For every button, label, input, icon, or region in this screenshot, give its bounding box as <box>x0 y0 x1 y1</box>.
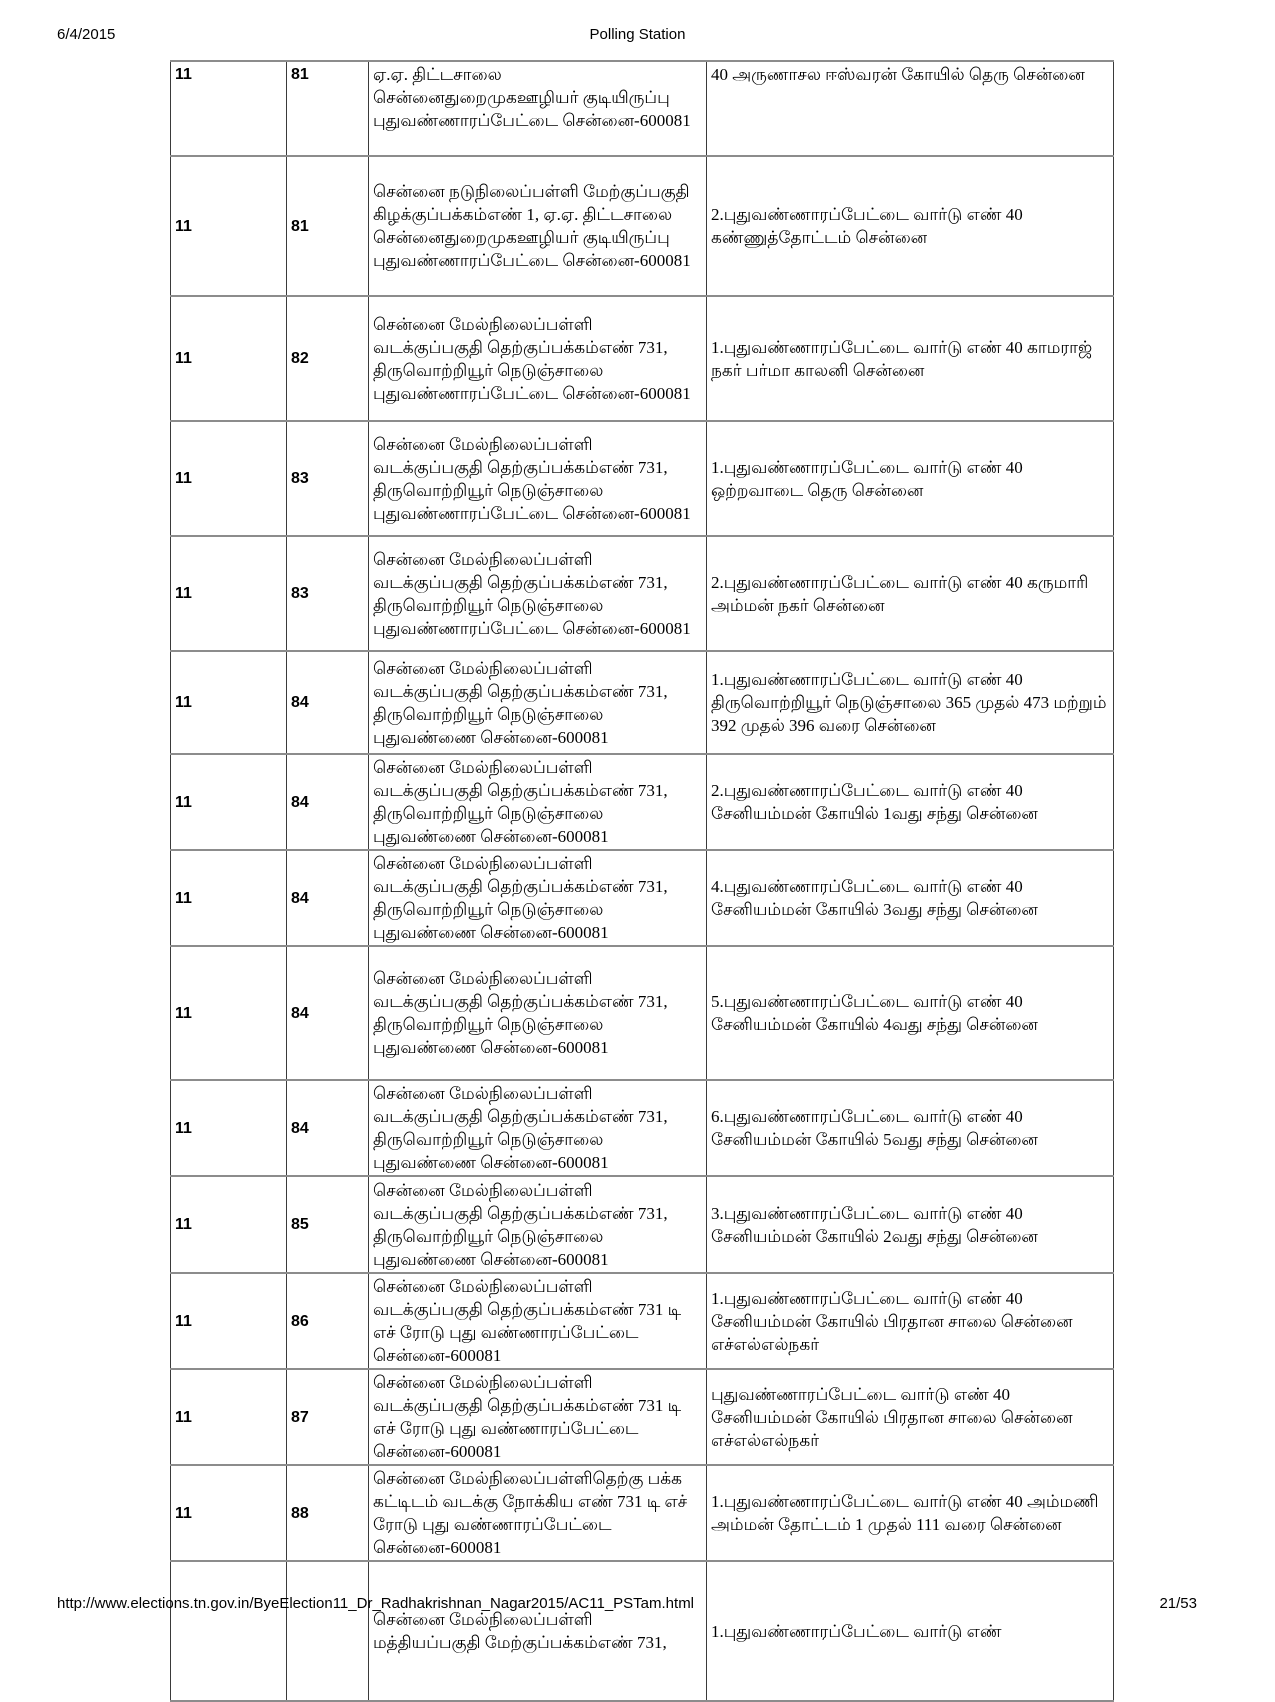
polling-station-location-cell: சென்னை மேல்நிலைப்பள்ளி வடக்குப்பகுதி தெற்குப்பக்கம்எண் 731, திருவொற்றியூர் நெடுஞ்சாலை புதுவண்ணை சென்னை-600081 <box>369 651 707 754</box>
polling-area-cell: 2.புதுவண்ணாரப்பேட்டை வார்டு எண் 40 கருமாரி அம்மன் நகர் சென்னை <box>707 536 1114 651</box>
polling-station-number-cell: 87 <box>287 1369 369 1465</box>
page-title: Polling Station <box>589 26 686 43</box>
polling-station-number-cell: 85 <box>287 1176 369 1273</box>
table-row <box>171 1369 1114 1465</box>
polling-station-location-cell: ஏ.ஏ. திட்டசாலை சென்னைதுறைமுகஊழியர் குடியிருப்பு புதுவண்ணாரப்பேட்டை சென்னை-600081 <box>369 61 707 156</box>
polling-area-cell: 1.புதுவண்ணாரப்பேட்டை வார்டு எண் 40 திருவொற்றியூர் நெடுஞ்சாலை 365 முதல் 473 மற்றும் 392 முதல் 396 வரை சென்னை <box>707 651 1114 754</box>
constituency-number-cell: 11 <box>171 850 287 946</box>
constituency-number-cell: 11 <box>171 536 287 651</box>
polling-station-location-cell: சென்னை மேல்நிலைப்பள்ளி வடக்குப்பகுதி தெற்குப்பக்கம்எண் 731, திருவொற்றியூர் நெடுஞ்சாலை புதுவண்ணை சென்னை-600081 <box>369 1080 707 1176</box>
polling-area-cell: 40 அருணாசல ஈஸ்வரன் கோயில் தெரு சென்னை <box>707 61 1114 156</box>
table-row <box>171 946 1114 1080</box>
polling-station-location-cell: சென்னை மேல்நிலைப்பள்ளி வடக்குப்பகுதி தெற்குப்பக்கம்எண் 731, திருவொற்றியூர் நெடுஞ்சாலை புதுவண்ணாரப்பேட்டை சென்னை-600081 <box>369 296 707 421</box>
table-row <box>171 421 1114 536</box>
table-row <box>171 1561 1114 1701</box>
table-row <box>171 1176 1114 1273</box>
table-row <box>171 1273 1114 1369</box>
polling-station-number-cell: 86 <box>287 1273 369 1369</box>
constituency-number-cell: 11 <box>171 421 287 536</box>
constituency-number-cell: 11 <box>171 61 287 156</box>
table-row <box>171 850 1114 946</box>
polling-station-number-cell: 82 <box>287 296 369 421</box>
polling-station-number-cell: 84 <box>287 946 369 1080</box>
table-row <box>171 156 1114 296</box>
footer-page-number: 21/53 <box>1159 1595 1197 1612</box>
polling-station-number-cell: 84 <box>287 754 369 850</box>
polling-station-number-cell: 84 <box>287 651 369 754</box>
polling-station-number-cell: 81 <box>287 156 369 296</box>
table-row <box>171 296 1114 421</box>
constituency-number-cell: 11 <box>171 1465 287 1561</box>
constituency-number-cell: 11 <box>171 651 287 754</box>
polling-station-location-cell: சென்னை மேல்நிலைப்பள்ளி வடக்குப்பகுதி தெற்குப்பக்கம்எண் 731, திருவொற்றியூர் நெடுஞ்சாலை புதுவண்ணை சென்னை-600081 <box>369 1176 707 1273</box>
polling-area-cell: 6.புதுவண்ணாரப்பேட்டை வார்டு எண் 40 சேனியம்மன் கோயில் 5வது சந்து சென்னை <box>707 1080 1114 1176</box>
polling-area-cell: 4.புதுவண்ணாரப்பேட்டை வார்டு எண் 40 சேனியம்மன் கோயில் 3வது சந்து சென்னை <box>707 850 1114 946</box>
polling-station-number-cell: 81 <box>287 61 369 156</box>
polling-station-location-cell: சென்னை மேல்நிலைப்பள்ளி வடக்குப்பகுதி தெற்குப்பக்கம்எண் 731, திருவொற்றியூர் நெடுஞ்சாலை புதுவண்ணாரப்பேட்டை சென்னை-600081 <box>369 536 707 651</box>
polling-area-cell: 1.புதுவண்ணாரப்பேட்டை வார்டு எண் 40 சேனியம்மன் கோயில் பிரதான சாலை சென்னை எச்எல்எல்நகர் <box>707 1273 1114 1369</box>
polling-area-cell: புதுவண்ணாரப்பேட்டை வார்டு எண் 40 சேனியம்மன் கோயில் பிரதான சாலை சென்னை எச்எல்எல்நகர் <box>707 1369 1114 1465</box>
table-row <box>171 536 1114 651</box>
table-row <box>171 754 1114 850</box>
constituency-number-cell: 11 <box>171 946 287 1080</box>
polling-area-cell: 1.புதுவண்ணாரப்பேட்டை வார்டு எண் 40 ஒற்றவாடை தெரு சென்னை <box>707 421 1114 536</box>
constituency-number-cell: 11 <box>171 1176 287 1273</box>
constituency-number-cell: 11 <box>171 156 287 296</box>
polling-station-number-cell: 84 <box>287 850 369 946</box>
header-date: 6/4/2015 <box>57 26 116 43</box>
polling-station-location-cell: சென்னை மேல்நிலைப்பள்ளி வடக்குப்பகுதி தெற்குப்பக்கம்எண் 731, திருவொற்றியூர் நெடுஞ்சாலை புதுவண்ணை சென்னை-600081 <box>369 946 707 1080</box>
polling-area-cell: 5.புதுவண்ணாரப்பேட்டை வார்டு எண் 40 சேனியம்மன் கோயில் 4வது சந்து சென்னை <box>707 946 1114 1080</box>
polling-station-location-cell: சென்னை மேல்நிலைப்பள்ளிதெற்கு பக்க கட்டிடம் வடக்கு நோக்கிய எண் 731 டி எச் ரோடு புது வண்ணாரப்பேட்டை சென்னை-600081 <box>369 1465 707 1561</box>
footer-url: http://www.elections.tn.gov.in/ByeElection11_Dr_Radhakrishnan_Nagar2015/AC11_PSTam.html <box>57 1595 695 1612</box>
table-row <box>171 1080 1114 1176</box>
constituency-number-cell <box>171 1561 287 1701</box>
constituency-number-cell: 11 <box>171 1080 287 1176</box>
polling-station-location-cell: சென்னை மேல்நிலைப்பள்ளி வடக்குப்பகுதி தெற்குப்பக்கம்எண் 731, திருவொற்றியூர் நெடுஞ்சாலை புதுவண்ணாரப்பேட்டை சென்னை-600081 <box>369 421 707 536</box>
polling-station-number-cell: 83 <box>287 536 369 651</box>
polling-station-number-cell: 88 <box>287 1465 369 1561</box>
table-row <box>171 1465 1114 1561</box>
polling-station-location-cell: சென்னை நடுநிலைப்பள்ளி மேற்குப்பகுதி கிழக்குப்பக்கம்எண் 1, ஏ.ஏ. திட்டசாலை சென்னைதுறைமுகஊழியர் குடியிருப்பு புதுவண்ணாரப்பேட்டை சென்னை-600081 <box>369 156 707 296</box>
table-row <box>171 61 1114 156</box>
polling-area-cell: 2.புதுவண்ணாரப்பேட்டை வார்டு எண் 40 சேனியம்மன் கோயில் 1வது சந்து சென்னை <box>707 754 1114 850</box>
constituency-number-cell: 11 <box>171 1369 287 1465</box>
constituency-number-cell: 11 <box>171 1273 287 1369</box>
polling-station-location-cell: சென்னை மேல்நிலைப்பள்ளி வடக்குப்பகுதி தெற்குப்பக்கம்எண் 731 டி எச் ரோடு புது வண்ணாரப்பேட்டை சென்னை-600081 <box>369 1369 707 1465</box>
polling-area-cell: 1.புதுவண்ணாரப்பேட்டை வார்டு எண் 40 அம்மணி அம்மன் தோட்டம் 1 முதல் 111 வரை சென்னை <box>707 1465 1114 1561</box>
constituency-number-cell: 11 <box>171 296 287 421</box>
constituency-number-cell: 11 <box>171 754 287 850</box>
polling-area-cell: 1.புதுவண்ணாரப்பேட்டை வார்டு எண் <box>707 1561 1114 1701</box>
table-row <box>171 651 1114 754</box>
polling-station-table <box>170 60 1114 1702</box>
polling-station-location-cell: சென்னை மேல்நிலைப்பள்ளி மத்தியப்பகுதி மேற்குப்பக்கம்எண் 731, <box>369 1561 707 1701</box>
polling-station-number-cell: 83 <box>287 421 369 536</box>
polling-station-location-cell: சென்னை மேல்நிலைப்பள்ளி வடக்குப்பகுதி தெற்குப்பக்கம்எண் 731, திருவொற்றியூர் நெடுஞ்சாலை புதுவண்ணை சென்னை-600081 <box>369 754 707 850</box>
polling-station-number-cell <box>287 1561 369 1701</box>
polling-area-cell: 3.புதுவண்ணாரப்பேட்டை வார்டு எண் 40 சேனியம்மன் கோயில் 2வது சந்து சென்னை <box>707 1176 1114 1273</box>
polling-station-number-cell: 84 <box>287 1080 369 1176</box>
polling-area-cell: 2.புதுவண்ணாரப்பேட்டை வார்டு எண் 40 கண்ணுத்தோட்டம் சென்னை <box>707 156 1114 296</box>
polling-station-location-cell: சென்னை மேல்நிலைப்பள்ளி வடக்குப்பகுதி தெற்குப்பக்கம்எண் 731, திருவொற்றியூர் நெடுஞ்சாலை புதுவண்ணை சென்னை-600081 <box>369 850 707 946</box>
polling-area-cell: 1.புதுவண்ணாரப்பேட்டை வார்டு எண் 40 காமராஜ் நகர் பர்மா காலனி சென்னை <box>707 296 1114 421</box>
polling-station-location-cell: சென்னை மேல்நிலைப்பள்ளி வடக்குப்பகுதி தெற்குப்பக்கம்எண் 731 டி எச் ரோடு புது வண்ணாரப்பேட்டை சென்னை-600081 <box>369 1273 707 1369</box>
